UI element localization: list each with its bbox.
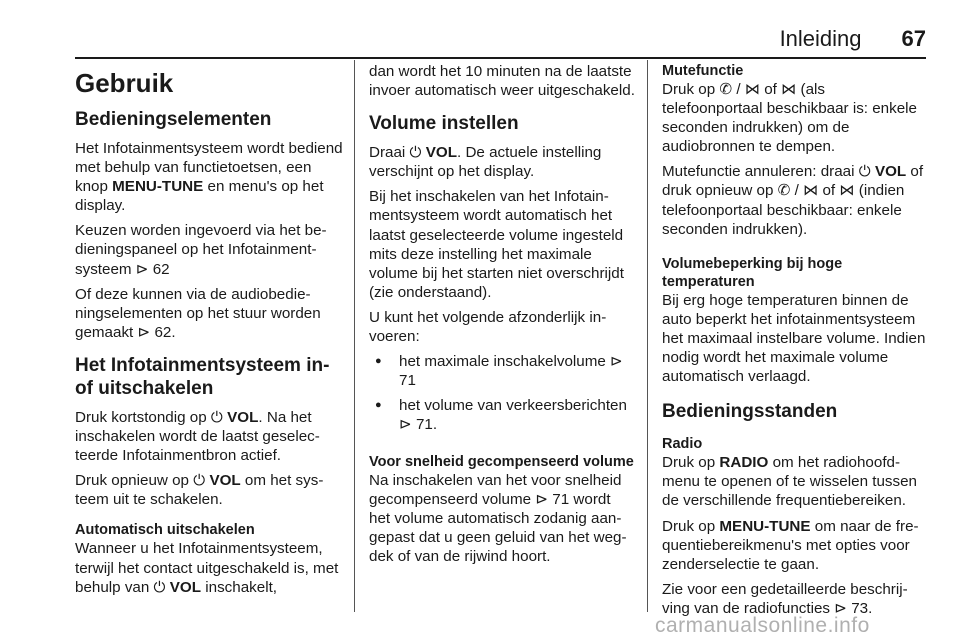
power-knob-icon: ⏻: [193, 471, 206, 490]
mute-icon: ⋈: [803, 181, 819, 200]
text: /: [790, 182, 804, 200]
text: of druk opnieuw op: [662, 163, 924, 200]
page-ref: 62: [152, 260, 170, 278]
paragraph: [662, 162, 928, 238]
header-rule: [75, 57, 926, 59]
page-header: [780, 26, 926, 54]
section-title: Inleiding: [779, 26, 862, 51]
list-item: [369, 396, 635, 434]
column-3: [662, 62, 928, 624]
page-number: 67: [901, 26, 926, 51]
text: Wanneer u het Infotainmentsysteem, terwijl het contact uitgeschakeld is, met behulp van: [75, 540, 339, 596]
paragraph: [662, 517, 928, 574]
reference-arrow-icon: ⊳: [135, 259, 149, 278]
reference-arrow-icon: ⊳: [834, 598, 847, 617]
column-divider: [647, 60, 648, 612]
reference-arrow-icon: ⊳: [610, 352, 623, 371]
column-divider: [354, 60, 355, 612]
paragraph: [662, 80, 928, 156]
paragraph: [75, 471, 343, 509]
paragraph: [75, 408, 343, 465]
mute-icon: ⋈: [744, 80, 760, 98]
column-1: [75, 62, 343, 603]
heading-auto-off: Automatisch uitschakelen: [75, 522, 255, 539]
paragraph: [369, 143, 635, 181]
power-knob-icon: ⏻: [210, 407, 223, 426]
text: Druk op: [662, 517, 720, 535]
vol-label: VOL: [169, 578, 202, 596]
paragraph: Bij erg hoge temperaturen binnen de auto beperkt het infotainmentsysteem het maximaal instelbare volume. Indien nodig wordt het maximale volume automatisch verlaagd.: [662, 291, 926, 386]
reference-arrow-icon: ⊳: [399, 415, 412, 434]
text: om het radiohoofdmenu te openen of te wisselen tussen de verschillende frequentiebereiken.: [662, 454, 917, 510]
text: Druk op: [662, 81, 720, 98]
heading-speed-volume: Voor snelheid gecompenseerd volume: [369, 453, 634, 470]
page-ref: 71: [552, 490, 570, 508]
text: en menu's op het display.: [75, 178, 324, 215]
reference-arrow-icon: ⊳: [137, 322, 151, 341]
paragraph: dan wordt het 10 minuten na de laatste invoer automatisch weer uitgeschakeld.: [369, 63, 635, 100]
heading-controls: Bedieningselementen: [75, 109, 272, 130]
text: . De actuele instelling verschijnt op het display.: [369, 144, 602, 181]
text: Druk opnieuw op: [75, 472, 194, 490]
radio-label: RADIO: [719, 454, 769, 472]
text: of: [760, 81, 782, 98]
text: wordt het volume automatisch zodanig aangepast dat u geen geluid van het wegdek of van de rijwind hoort.: [369, 490, 627, 565]
text: het volume van verkeersberichten: [399, 397, 627, 415]
heading-volume: Volume instellen: [369, 113, 519, 135]
page-ref: 73.: [851, 599, 873, 617]
heading-on-off: Het Infotainmentsysteem in- of uitschakelen: [75, 354, 330, 399]
paragraph: [75, 139, 343, 215]
paragraph: [75, 285, 343, 342]
heading-temperature: Volumebeperking bij hoge temperaturen: [662, 255, 843, 290]
page-ref: 71.: [415, 416, 438, 434]
paragraph: [75, 221, 343, 278]
text: Druk op: [662, 454, 720, 472]
page-ref: 62.: [154, 323, 176, 341]
text: om naar de frequentiebereikmenu's met opties voor zenderselectie te gaan.: [662, 517, 919, 573]
list-item: [369, 352, 635, 390]
text: (indien telefoonportaal beschikbaar: enkele seconden indrukken).: [662, 182, 905, 238]
text: . Na het inschakelen wordt de laatst geselecteerde Infotainmentbron actief.: [75, 408, 320, 465]
text: inschakelt,: [201, 578, 278, 596]
power-knob-icon: ⏻: [153, 577, 166, 596]
power-knob-icon: ⏻: [409, 143, 422, 162]
vol-label: VOL: [209, 472, 241, 490]
page-title: Gebruik: [75, 68, 174, 98]
heading-radio: Radio: [662, 436, 703, 453]
paragraph: Bij het inschakelen van het Infotainmentsysteem wordt automatisch het laatst geselecteerde volume ingesteld mits deze instelling het maximale volume bij het starten niet overschrijdt (zie onderstaand).: [369, 188, 624, 301]
reference-arrow-icon: ⊳: [535, 489, 549, 508]
text: Of deze kunnen via de audiobedieningselementen op het stuur worden gemaakt: [75, 285, 321, 341]
text: Na inschakelen van het voor snelheid gecompenseerd volume: [369, 471, 622, 508]
phone-icon: ✆: [719, 80, 733, 98]
text: het maximale inschakelvolume: [399, 353, 611, 371]
menu-tune-label: MENU-TUNE: [112, 178, 204, 196]
heading-modes: Bedieningsstanden: [662, 401, 838, 423]
paragraph: [75, 539, 343, 596]
paragraph: [662, 580, 928, 618]
paragraph: U kunt het volgende afzonderlijk invoeren:: [369, 308, 607, 346]
watermark: carmanualsonline.info: [655, 614, 870, 637]
text: /: [732, 81, 745, 98]
text: Mutefunctie annuleren: draai: [662, 163, 859, 181]
menu-tune-label: MENU-TUNE: [719, 517, 811, 535]
text: om het systeem uit te schakelen.: [75, 472, 324, 509]
text: of: [818, 182, 840, 200]
text: Draai: [369, 144, 410, 162]
text: Zie voor een gedetailleerde beschrijving van de radiofuncties: [662, 580, 908, 617]
paragraph: [662, 453, 928, 510]
text: Keuzen worden ingevoerd via het bedieningspaneel op het Infotainmentsysteem: [75, 222, 327, 278]
paragraph: [369, 471, 635, 566]
text: Het Infotainmentsysteem wordt bediend met behulp van functietoetsen, een knop: [75, 140, 343, 196]
power-knob-icon: ⏻: [858, 162, 871, 181]
vol-label: VOL: [227, 408, 259, 426]
text: Druk kortstondig op: [75, 408, 211, 426]
mute-icon: ⋈: [839, 181, 855, 200]
vol-label: VOL: [874, 163, 907, 181]
heading-mute: Mutefunctie: [662, 63, 744, 79]
column-2: [369, 62, 635, 572]
mute-icon: ⋈: [781, 80, 797, 98]
text: (als telefoonportaal beschikbaar is: enkele seconden indrukken) om de audiobronnen te dempen.: [662, 81, 917, 156]
phone-icon: ✆: [777, 181, 791, 200]
vol-label: VOL: [425, 144, 457, 162]
page-ref: 71: [399, 372, 416, 390]
